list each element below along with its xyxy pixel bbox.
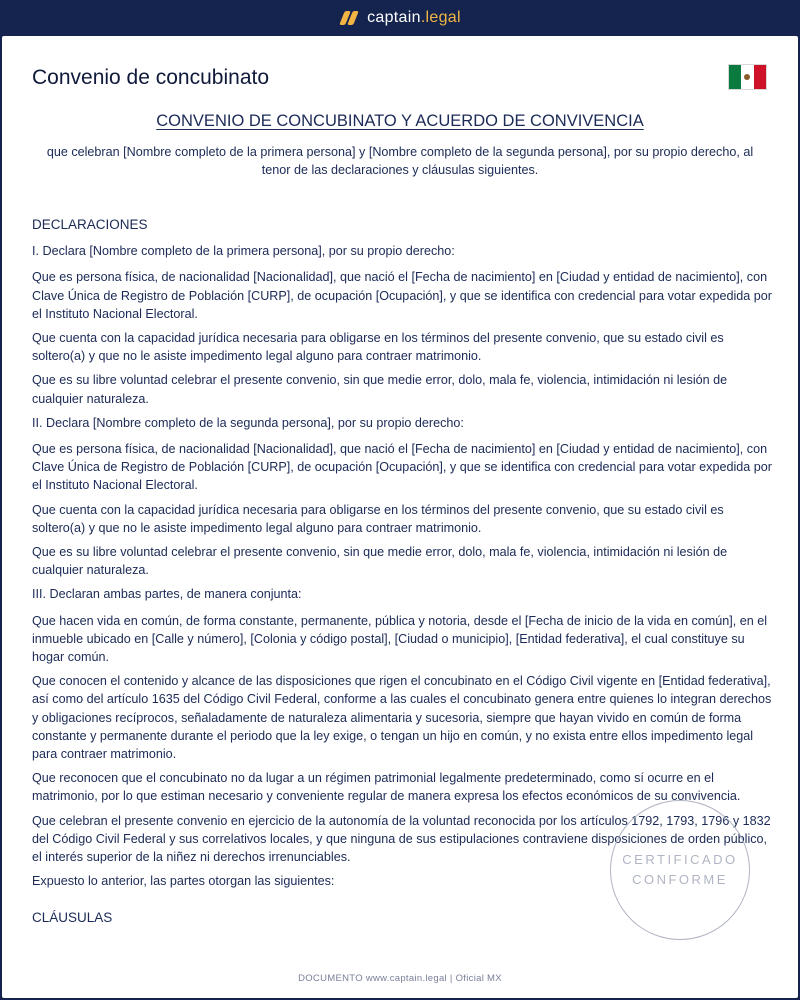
brand[interactable]: [339, 9, 461, 27]
declaration-3-paragraph: Que celebran el presente convenio en ejercicio de la autonomía de la voluntad reconocida por los artículos 1792, 1793, 1796 y 1832 del Código Civil Federal y sus correlativos locales, y que ninguna de sus estipulaciones contraviene disposiciones de orden público, el interés superior de la niñez ni derechos irrenunciables.: [32, 813, 771, 865]
document-footer: DOCUMENTO www.captain.legal | Oficial MX: [298, 973, 502, 984]
declaration-1-heading: I. Declara [Nombre completo de la primera persona], por su propio derecho:: [32, 244, 455, 259]
document-page: [2, 36, 798, 998]
declaration-1-paragraph: Que es persona física, de nacionalidad [Nacionalidad], que nació el [Fecha de nacimiento] en [Ciudad y entidad de nacimiento], con Clave Única de Registro de Población [CURP], de ocupación [Ocupación], y que se identifica con credencial para votar expedida por el Instituto Nacional Electoral.: [32, 270, 772, 321]
declaration-2-heading: II. Declara [Nombre completo de la segunda persona], por su propio derecho:: [32, 415, 464, 430]
declaration-1-paragraph: Que es su libre voluntad celebrar el presente convenio, sin que medie error, dolo, mala fe, violencia, intimidación ni lesión de cualquier naturaleza.: [32, 373, 728, 406]
mexico-flag-icon: [728, 64, 767, 90]
clausulas-heading: CLÁUSULAS: [32, 909, 113, 925]
brand-tld: .legal: [420, 9, 461, 26]
stamp-line: CONFORME: [632, 872, 728, 887]
declaration-3-paragraph: Expuesto lo anterior, las partes otorgan las siguientes:: [32, 874, 335, 889]
declaration-3-paragraph: Que reconocen que el concubinato no da lugar a un régimen patrimonial legalmente predeterminado, como sí ocurre en el matrimonio, por lo que estiman necesario y conveniente regular de manera expresa los efectos económicos de su convivencia.: [32, 771, 741, 804]
captain-logo-icon: [339, 10, 359, 26]
contract-heading: CONVENIO DE CONCUBINATO Y ACUERDO DE CONVIVENCIA: [156, 112, 644, 130]
declaration-2-paragraph: Que es persona física, de nacionalidad [Nacionalidad], que nació el [Fecha de nacimiento] en [Ciudad y entidad de nacimiento], con Clave Única de Registro de Población [CURP], de ocupación [Ocupación], y que se identifica con credencial para votar expedida por el Instituto Nacional Electoral.: [32, 442, 772, 493]
declaration-2-paragraph: Que cuenta con la capacidad jurídica necesaria para obligarse en los términos del presente convenio, que su estado civil es soltero(a) y que no le asiste impedimento legal alguno para contraer matrimonio.: [32, 502, 724, 535]
declaraciones-heading: DECLARACIONES: [32, 217, 148, 232]
top-bar: [0, 0, 800, 36]
contract-intro: que celebran [Nombre completo de la primera persona] y [Nombre completo de la segunda persona], por su propio derecho, al tenor de las declaraciones y cláusulas siguientes.: [46, 145, 754, 177]
declaration-3-heading: III. Declaran ambas partes, de manera conjunta:: [32, 587, 302, 602]
certified-stamp: [610, 800, 750, 940]
declaration-3-paragraph: Que hacen vida en común, de forma constante, permanente, pública y notoria, desde el [Fecha de inicio de la vida en común], en el inmueble ubicado en [Calle y número], [Colonia y código postal], [Ciudad o municipio], [Entidad federativa], el cual constituye su hogar común.: [32, 613, 768, 665]
declaration-1-paragraph: Que cuenta con la capacidad jurídica necesaria para obligarse en los términos del presente convenio, que su estado civil es soltero(a) y que no le asiste impedimento legal alguno para contraer matrimonio.: [32, 331, 724, 364]
declaration-3-paragraph: Que conocen el contenido y alcance de las disposiciones que rigen el concubinato en el Código Civil vigente en [Entidad federativa], así como del artículo 1635 del Código Civil Federal, conforme a las cuales el concubinato genera entre quienes lo integran derechos y obligaciones recíprocos, señaladamente de naturaleza alimentaria y sucesoria, siempre que hayan vivido en común de forma constante y permanente durante el periodo que la ley exige, o tengan un hijo en común, y no exista entre ellos impedimento legal para contraer matrimonio.: [32, 674, 772, 762]
stamp-line: CERTIFICADO: [622, 852, 738, 867]
declaration-2-paragraph: Que es su libre voluntad celebrar el presente convenio, sin que medie error, dolo, mala fe, violencia, intimidación ni lesión de cualquier naturaleza.: [32, 545, 728, 578]
brand-name: captain.legal: [367, 9, 461, 26]
document-title: Convenio de concubinato: [32, 66, 270, 89]
